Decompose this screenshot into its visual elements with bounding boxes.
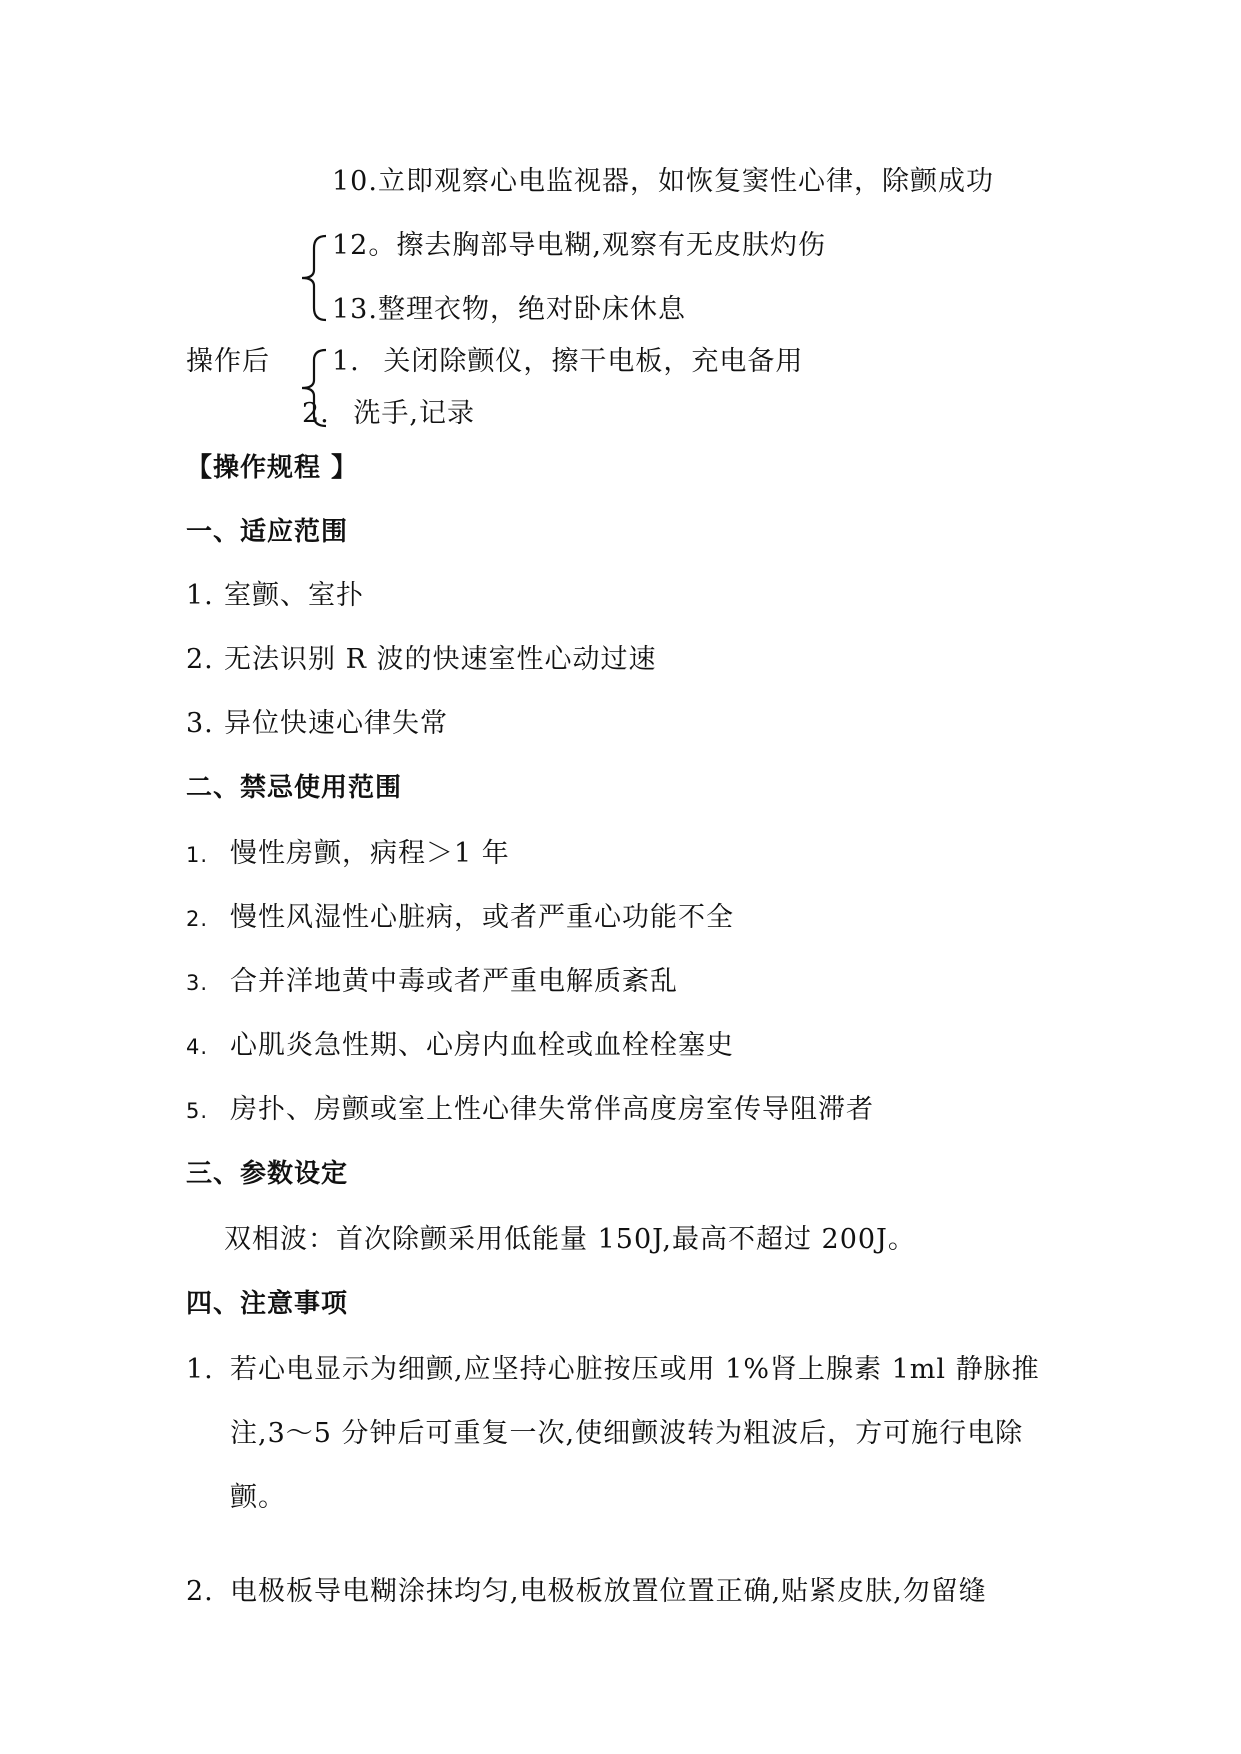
list-number: 1. <box>186 843 209 867</box>
step-10: 10.立即观察心电监视器，如恢复窦性心律，除颤成功 <box>332 166 994 197</box>
list-number: 4. <box>186 1035 209 1059</box>
list-text: 若心电显示为细颤,应坚持心脏按压或用 1%肾上腺素 1ml 静脉推 <box>230 1354 1040 1385</box>
section-1-item-2 <box>186 642 657 678</box>
list-text: 无法识别 R 波的快速室性心动过速 <box>224 644 657 675</box>
list-text: 异位快速心律失常 <box>224 708 448 739</box>
section-4-item-1-line-1 <box>186 1352 1040 1388</box>
section-2-item-1 <box>186 836 510 873</box>
section-4-title: 四、注意事项 <box>186 1289 349 1319</box>
section-3-text: 双相波：首次除颤采用低能量 150J,最高不超过 200J。 <box>224 1224 916 1255</box>
list-text: 合并洋地黄中毒或者严重电解质紊乱 <box>230 966 678 997</box>
step-13: 13.整理衣物，绝对卧床休息 <box>332 294 686 325</box>
step-12: 12。擦去胸部导电糊,观察有无皮肤灼伤 <box>332 230 826 261</box>
after-step-1 <box>332 344 803 380</box>
after-operation-label: 操作后 <box>186 346 270 377</box>
list-number: 1. <box>186 1354 214 1385</box>
section-2-item-4 <box>186 1028 734 1065</box>
list-number: 2. <box>186 644 214 675</box>
after-step-2 <box>302 396 475 432</box>
list-text: 电极板导电糊涂抹均匀,电极板放置位置正确,贴紧皮肤,勿留缝 <box>230 1576 987 1607</box>
section-4-item-1-line-2: 注,3～5 分钟后可重复一次,使细颤波转为粗波后，方可施行电除 <box>230 1418 1024 1449</box>
list-text: 慢性风湿性心脏病，或者严重心功能不全 <box>230 902 734 933</box>
section-2-item-2 <box>186 900 734 937</box>
after-step-2-number: 2. <box>302 398 330 429</box>
after-step-1-text: 关闭除颤仪，擦干电板，充电备用 <box>383 346 804 377</box>
section-4-item-2-line-1 <box>186 1574 987 1610</box>
section-1-item-1 <box>186 578 364 614</box>
list-number: 1. <box>186 580 214 611</box>
list-number: 3. <box>186 971 209 995</box>
section-3-title: 三、参数设定 <box>186 1159 349 1189</box>
list-text: 慢性房颤，病程＞1 年 <box>230 838 510 869</box>
section-4-item-1-line-3: 颤。 <box>230 1482 286 1513</box>
list-text: 心肌炎急性期、心房内血栓或血栓栓塞史 <box>230 1030 734 1061</box>
brace-steps-12-13 <box>296 232 330 324</box>
after-step-2-text: 洗手,记录 <box>353 398 475 429</box>
section-2-item-3 <box>186 964 678 1001</box>
list-text: 房扑、房颤或室上性心律失常伴高度房室传导阻滞者 <box>230 1094 874 1125</box>
list-number: 5. <box>186 1099 209 1123</box>
list-number: 3. <box>186 708 214 739</box>
section-2-item-5 <box>186 1092 874 1129</box>
list-number: 2. <box>186 1576 214 1607</box>
after-step-1-number: 1. <box>332 346 360 377</box>
list-number: 2. <box>186 907 209 931</box>
section-2-title: 二、禁忌使用范围 <box>186 773 403 803</box>
section-1-title: 一、适应范围 <box>186 517 349 547</box>
list-text: 室颤、室扑 <box>224 580 364 611</box>
section-1-item-3 <box>186 706 448 742</box>
rules-title: 【操作规程 】 <box>186 453 359 483</box>
